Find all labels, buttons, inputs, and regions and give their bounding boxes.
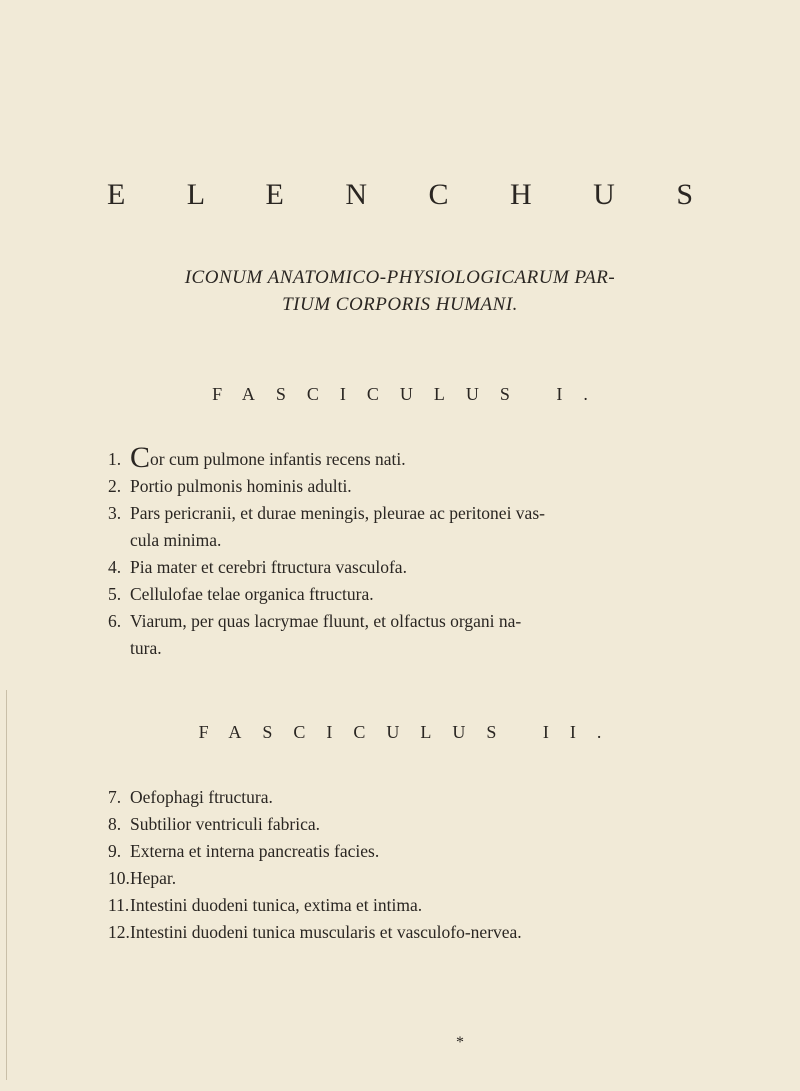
item-text: Oefophagi ftructura.: [130, 787, 273, 807]
item-text: Cellulofae telae organica ftructura.: [130, 584, 374, 604]
page-edge-shadow: [6, 690, 7, 1080]
item-number: 2.: [108, 476, 122, 496]
fasciculus-1-list: [108, 441, 668, 662]
item-number: 1.: [108, 449, 122, 469]
item-number: 10.: [108, 868, 130, 888]
item-text: Subtilior ventriculi fabrica.: [130, 814, 321, 834]
list-item: [108, 500, 668, 554]
item-text-continuation: cula minima.: [130, 530, 222, 550]
item-number: 8.: [108, 814, 122, 834]
item-text: Pars pericranii, et durae meningis, pleurae ac peritonei vas-: [130, 503, 545, 523]
item-number: 6.: [108, 611, 122, 631]
item-number: 4.: [108, 557, 122, 577]
drop-cap: C: [130, 441, 151, 474]
list-item: [108, 581, 668, 608]
subtitle-line-2: TIUM CORPORIS HUMANI.: [282, 294, 518, 315]
list-item: [108, 784, 668, 811]
item-text: or cum pulmone infantis recens nati.: [150, 449, 406, 469]
item-text: Intestini duodeni tunica muscularis et vasculofo-nervea.: [130, 922, 522, 942]
fasciculus-2-heading: FASCICULUS II.: [198, 722, 623, 742]
item-text: Portio pulmonis hominis adulti.: [130, 476, 352, 496]
signature-mark: *: [456, 1034, 464, 1051]
list-item: [108, 892, 668, 919]
item-text: Viarum, per quas lacrymae fluunt, et olfactus organi na-: [130, 611, 522, 631]
list-item: [108, 919, 668, 946]
list-item: [108, 441, 668, 474]
list-item: [108, 838, 668, 865]
item-text: Hepar.: [130, 868, 177, 888]
item-number: 11.: [108, 895, 130, 915]
item-text-continuation: tura.: [130, 638, 162, 658]
subtitle: [110, 264, 690, 318]
item-number: 3.: [108, 503, 122, 523]
fasciculus-1-heading: FASCICULUS I.: [212, 384, 609, 404]
item-number: 5.: [108, 584, 122, 604]
item-number: 12.: [108, 922, 130, 942]
list-item: [108, 608, 668, 662]
item-text: Pia mater et cerebri ftructura vasculofa.: [130, 557, 407, 577]
subtitle-line-1: ICONUM ANATOMICO-PHYSIOLOGICARUM PAR-: [184, 267, 616, 288]
item-number: 7.: [108, 787, 122, 807]
item-number: 9.: [108, 841, 122, 861]
list-item: [108, 554, 668, 581]
list-item: [108, 865, 668, 892]
item-text: Externa et interna pancreatis facies.: [130, 841, 380, 861]
fasciculus-2-list: [108, 784, 668, 946]
list-item: [108, 473, 668, 500]
page-title: E L E N C H U S: [106, 178, 721, 211]
list-item: [108, 811, 668, 838]
item-text: Intestini duodeni tunica, extima et intima.: [130, 895, 423, 915]
